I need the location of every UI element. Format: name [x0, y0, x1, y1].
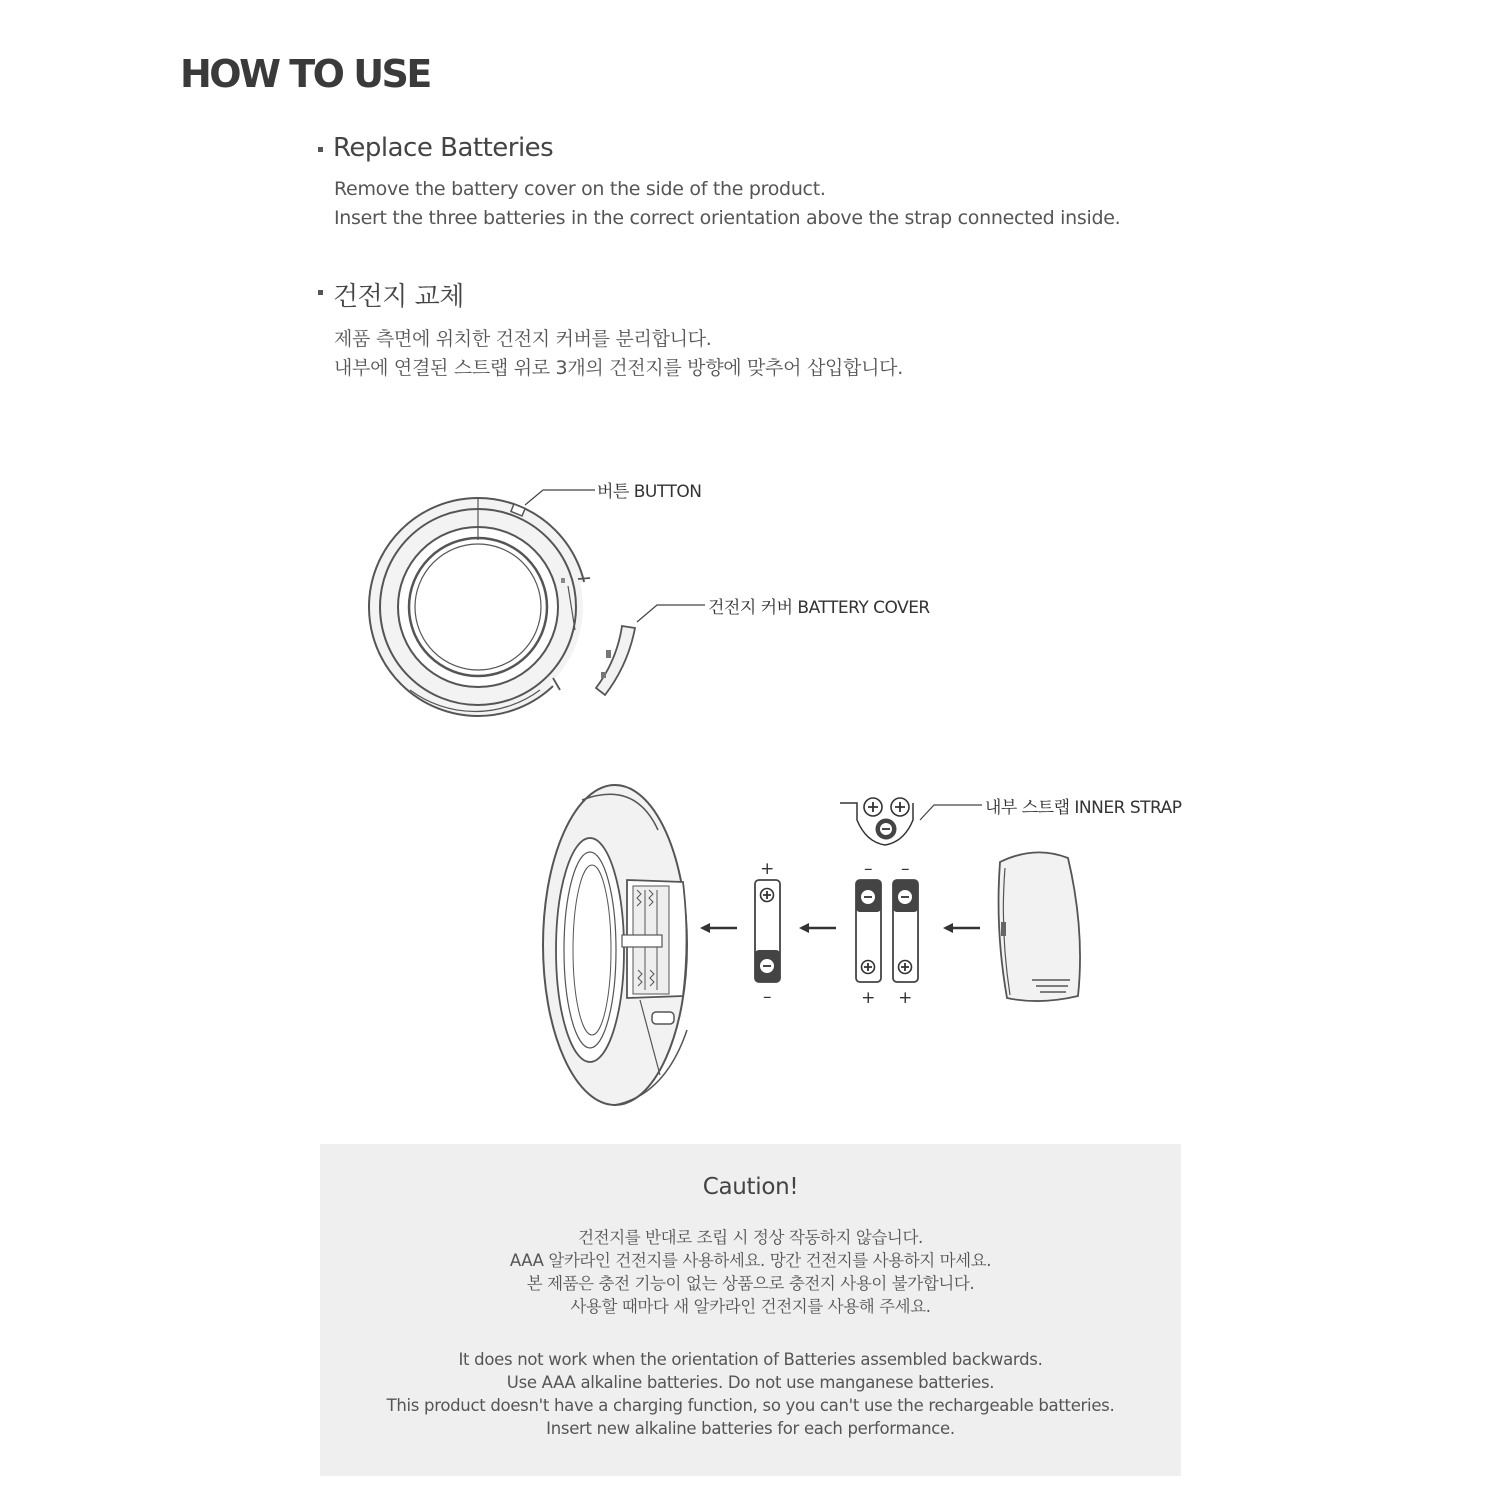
minus-sign: – — [763, 987, 771, 1007]
page-title: HOW TO USE — [180, 52, 430, 96]
caution-line: It does not work when the orientation of Batteries assembled backwards. — [458, 1350, 1043, 1369]
minus-sign: – — [901, 859, 909, 879]
caution-box — [320, 1144, 1181, 1476]
section-heading-en: Replace Batteries — [318, 133, 1120, 163]
ring-top-view-illustration — [369, 498, 590, 716]
caution-line: 사용할 때마다 새 알카라인 건전지를 사용해 주세요. — [570, 1297, 931, 1316]
caution-text-ko — [320, 1226, 1181, 1318]
battery-cover-side-illustration — [999, 852, 1081, 1001]
instruction-line: Insert the three batteries in the correct orientation above the strap connected inside. — [334, 207, 1121, 229]
ring-side-view-illustration — [543, 785, 687, 1105]
insert-arrows — [700, 923, 980, 933]
caution-title: Caution! — [702, 1174, 799, 1200]
battery-cover-illustration — [596, 626, 635, 695]
battery-aaa-minus-up — [856, 880, 881, 982]
instruction-line: Remove the battery cover on the side of the product. — [334, 178, 826, 200]
button-label: 버튼 BUTTON — [597, 482, 702, 502]
caution-line: 건전지를 반대로 조립 시 정상 작동하지 않습니다. — [578, 1228, 923, 1247]
plus-sign: + — [898, 988, 912, 1008]
inner-strap-label: 내부 스트랩 INNER STRAP — [985, 798, 1182, 818]
caution-line: Insert new alkaline batteries for each performance. — [546, 1419, 955, 1438]
battery-aaa-minus-up — [893, 880, 918, 982]
caution-line: 본 제품은 충전 기능이 없는 상품으로 충전지 사용이 불가합니다. — [526, 1274, 975, 1293]
plus-sign: + — [861, 988, 875, 1008]
battery-cover-callout-line — [637, 605, 705, 622]
section-heading-ko: 건전지 교체 — [318, 276, 903, 313]
caution-line: This product doesn't have a charging function, so you can't use the rechargeable batteries. — [386, 1396, 1115, 1415]
minus-sign: – — [864, 859, 872, 879]
battery-aaa-plus-up — [755, 880, 780, 982]
instruction-line: 내부에 연결된 스트랩 위로 3개의 건전지를 방향에 맞추어 삽입합니다. — [334, 357, 903, 379]
instruction-line: 제품 측면에 위치한 건전지 커버를 분리합니다. — [334, 328, 712, 350]
inner-strap-icon — [840, 798, 913, 845]
caution-text-en — [320, 1348, 1181, 1440]
caution-line: Use AAA alkaline batteries. Do not use manganese batteries. — [506, 1373, 995, 1392]
inner-strap-callout-line — [920, 805, 982, 820]
plus-sign: + — [760, 859, 774, 879]
battery-cover-label: 건전지 커버 BATTERY COVER — [708, 598, 930, 618]
caution-line: AAA 알카라인 건전지를 사용하세요. 망간 건전지를 사용하지 마세요. — [509, 1251, 992, 1270]
button-callout-line — [525, 490, 595, 505]
